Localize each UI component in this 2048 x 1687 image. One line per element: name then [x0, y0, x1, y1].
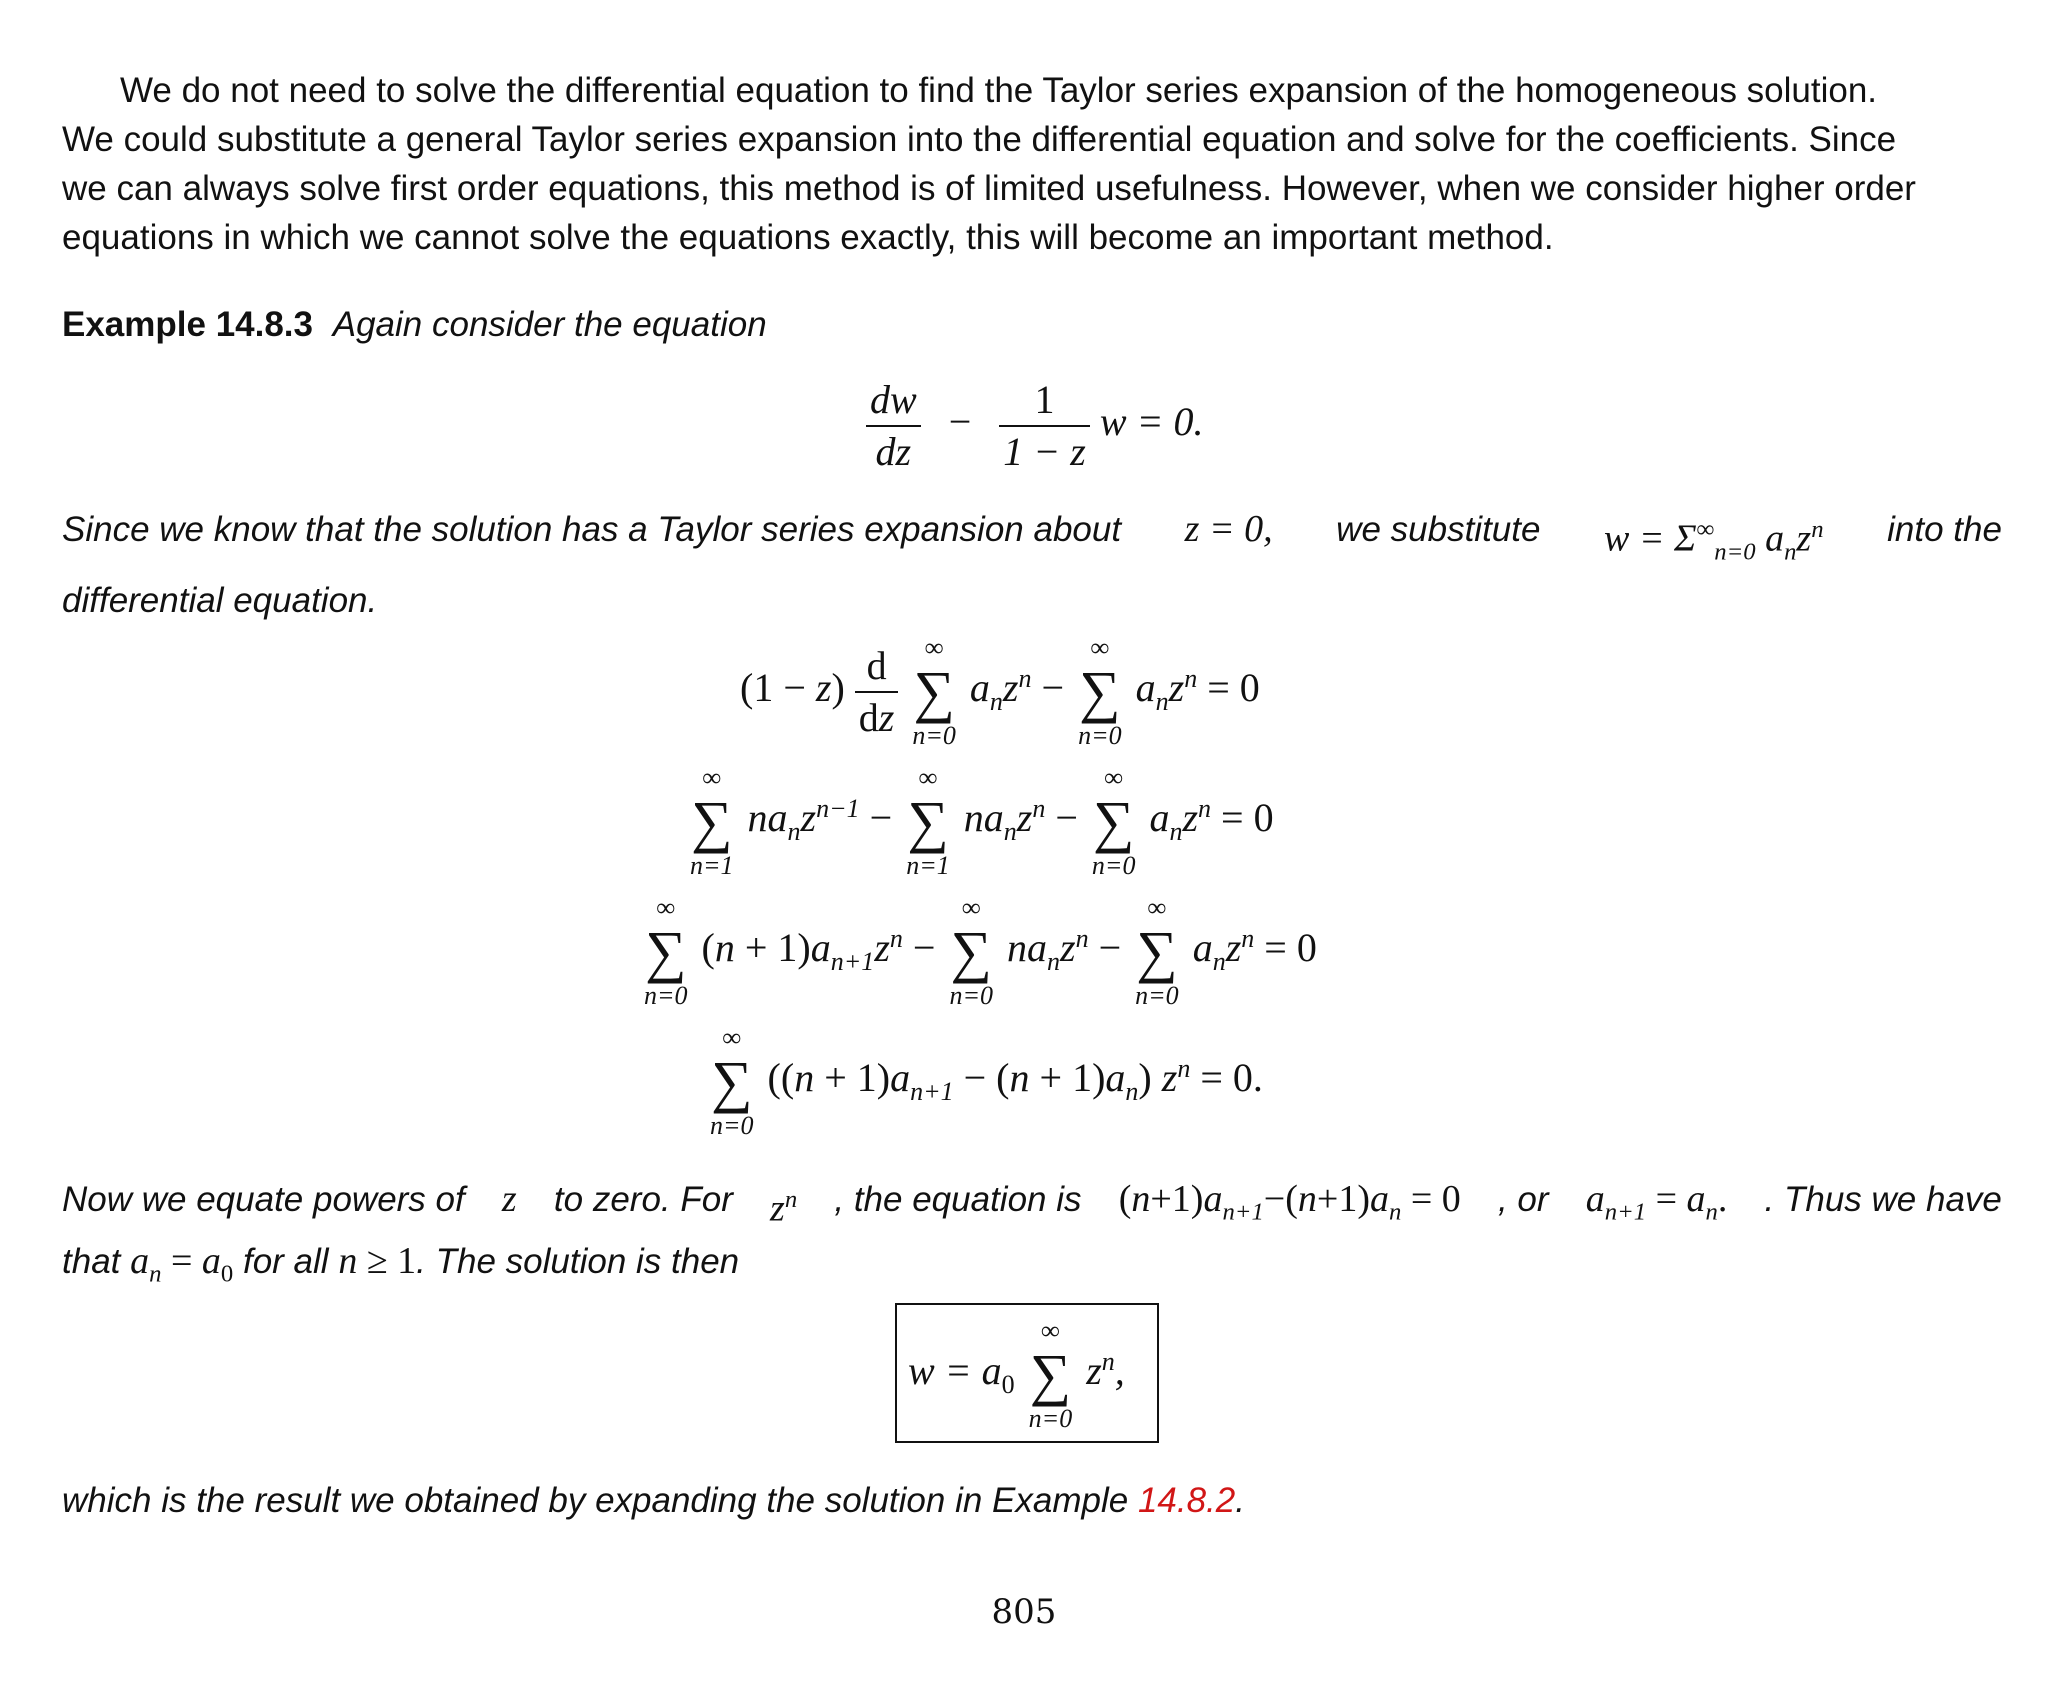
closing-paragraph: which is the result we obtained by expanding the solution in Example 14.8.2.	[62, 1481, 1245, 1520]
example-lead: Again consider the equation	[332, 305, 767, 344]
dw-dz-fraction: $\frac{dw}{dz}$	[866, 375, 921, 477]
main-equation: $\frac{dw}{dz}$ − $\frac{1}{1 - z}$ w = 0.	[866, 375, 1203, 477]
example-heading	[62, 300, 2002, 349]
derivation-row-3: ∞ ∑ n=0 $(n + 1)a_{n+1}z^n$ − ∞ ∑ n=0 $na_nz^n$ − ∞ ∑ n=0 $a_nz^n = 0$	[644, 893, 1317, 1010]
intro-line-4: equations in which we cannot solve the equations exactly, this will become an important method.	[62, 218, 1554, 257]
example-label: Example 14.8.3	[62, 305, 313, 344]
example-reference-link[interactable]: 14.8.2	[1137, 1481, 1236, 1520]
intro-line-2: We could substitute a general Taylor series expansion into the differential equation and solve for the coefficients. Since	[62, 120, 1897, 159]
intro-paragraph	[62, 66, 2002, 262]
page-number: 805	[991, 1592, 1057, 1632]
substitution-paragraph: Since we know that the solution has a Taylor series expansion about z = 0, we substitute $w = \Sigma^\infty_{n=0}$ $a_nz^n$ into the differential equation.	[62, 508, 2002, 621]
derivation-row-4: ∞ ∑ n=0 $((n + 1)a_{n+1} - (n + 1)a_n)$ $z^n = 0$.	[710, 1023, 1263, 1140]
conclusion-paragraph: Now we equate powers of z to zero. For $z^n$ , the equation is $(n+1)a_{n+1}-(n+1)a_n = 0$ , or $a_{n+1} = a_n$. . Thus we have that $a_n = a_0$ for all n ≥ 1. The solution is then	[62, 1178, 2002, 1288]
result-equation: $w = a_0$ ∞ ∑ n=0 $z^n$,	[908, 1316, 1125, 1433]
intro-line-1: We do not need to solve the differential equation to find the Taylor series expansion of the homogeneous solution.	[120, 71, 1878, 110]
derivation-row-1: (1 − z) $\frac{d}{dz}$ ∞ ∑ n=0 $a_nz^n$ − ∞ ∑ n=0 $a_nz^n = 0$	[740, 633, 1260, 750]
derivation-row-2: ∞ ∑ n=1 $na_nz^{n-1}$ − ∞ ∑ n=1 $na_nz^n$ − ∞ ∑ n=0 $a_nz^n = 0$	[690, 763, 1274, 880]
intro-line-3: we can always solve first order equations, this method is of limited usefulness. However, when we consider higher order	[62, 169, 1916, 208]
one-over-fraction: $\frac{1}{1 - z}$	[999, 375, 1090, 477]
